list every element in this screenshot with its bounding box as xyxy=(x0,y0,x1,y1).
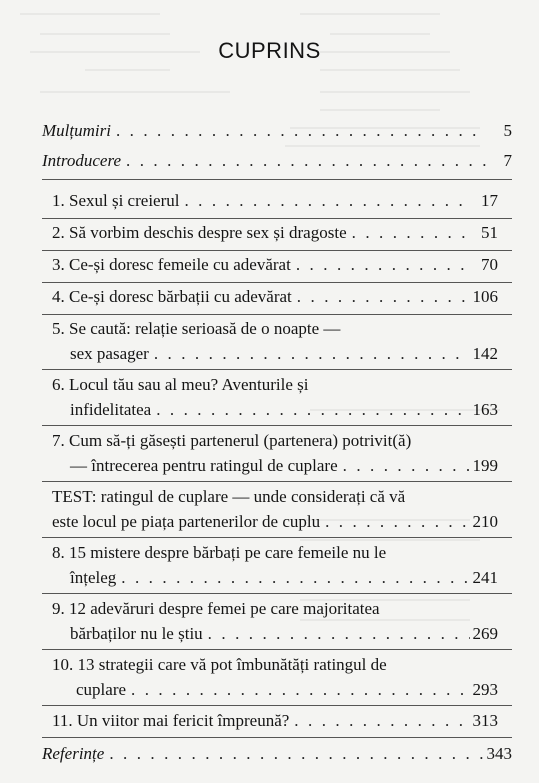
toc-entry-title: Introducere xyxy=(42,151,121,170)
toc-entry-title: Referințe xyxy=(42,744,105,763)
row-divider xyxy=(42,537,512,538)
row-divider xyxy=(42,218,512,219)
toc-entry-title: 4. Ce-și doresc bărbații cu adevărat xyxy=(52,287,292,306)
toc-entry-title: 6. Locul tău sau al meu? Aventurile și xyxy=(52,375,309,394)
toc-entry-title-continued: cuplare xyxy=(76,680,127,699)
toc-page-number: 5 xyxy=(503,121,512,140)
row-divider xyxy=(42,705,512,706)
toc-page-number: 293 xyxy=(472,680,498,699)
toc-entry-references[interactable] xyxy=(42,741,512,766)
row-divider xyxy=(42,425,512,426)
dot-leader xyxy=(156,397,469,422)
toc-page-number: 142 xyxy=(472,344,498,363)
toc-entry-title: 11. Un viitor mai fericit împreună? xyxy=(52,711,290,730)
toc-page-number: 163 xyxy=(472,400,498,419)
toc-entry-acknowledgements[interactable] xyxy=(42,118,512,143)
row-divider xyxy=(42,250,512,251)
dot-leader xyxy=(296,252,473,277)
toc-page-number: 313 xyxy=(472,711,498,730)
toc-entry-title: 8. 15 mistere despre bărbați pe care femeile nu le xyxy=(52,543,387,562)
dot-leader xyxy=(126,148,487,173)
dot-leader xyxy=(184,188,473,213)
toc-entry-chapter-2[interactable] xyxy=(52,220,498,245)
toc-entry-chapter-3[interactable] xyxy=(52,252,498,277)
toc-entry-introduction[interactable] xyxy=(42,148,512,173)
row-divider xyxy=(42,649,512,650)
dot-leader xyxy=(131,677,469,702)
toc-page-number: 51 xyxy=(481,223,498,242)
toc-entry-title: 5. Se caută: relație serioasă de o noapte — xyxy=(52,319,341,338)
toc-entry-chapter-7[interactable] xyxy=(52,428,498,478)
toc-entry-title: Mulțumiri xyxy=(42,121,111,140)
toc-entry-chapter-9[interactable] xyxy=(52,596,498,646)
dot-leader xyxy=(116,118,487,143)
toc-page-number: 269 xyxy=(472,624,498,643)
row-divider xyxy=(42,282,512,283)
toc-entry-chapter-1[interactable] xyxy=(52,188,498,213)
toc-entry-chapter-10[interactable] xyxy=(52,652,498,702)
toc-page-number: 106 xyxy=(472,287,498,306)
toc-page-number: 241 xyxy=(472,568,498,587)
row-divider xyxy=(42,593,512,594)
dot-leader xyxy=(325,509,469,534)
row-divider xyxy=(42,314,512,315)
toc-entry-title-continued: bărbaților nu le știu xyxy=(70,624,203,643)
toc-entry-chapter-8[interactable] xyxy=(52,540,498,590)
toc-page-number: 210 xyxy=(472,512,498,531)
dot-leader xyxy=(297,284,470,309)
toc-entry-title: 2. Să vorbim deschis despre sex și dragoste xyxy=(52,223,347,242)
dot-leader xyxy=(109,741,483,766)
section-divider xyxy=(42,179,512,180)
toc-entry-title-continued: este locul pe piața partenerilor de cuplu xyxy=(52,512,321,531)
section-divider xyxy=(42,737,512,738)
row-divider xyxy=(42,369,512,370)
toc-entry-chapter-5[interactable] xyxy=(52,316,498,366)
toc-entry-chapter-11[interactable] xyxy=(52,708,498,733)
toc-entry-title-continued: sex pasager xyxy=(70,344,149,363)
row-divider xyxy=(42,481,512,482)
toc-entry-title: 1. Sexul și creierul xyxy=(52,191,180,210)
dot-leader xyxy=(208,621,470,646)
toc-entry-title: 10. 13 strategii care vă pot îmbunătăți ratingul de xyxy=(52,655,387,674)
toc-entry-title: TEST: ratingul de cuplare — unde considerați că vă xyxy=(52,487,406,506)
toc-page-number: 7 xyxy=(503,151,512,170)
toc-entry-title-continued: — întrecerea pentru ratingul de cuplare xyxy=(70,456,338,475)
contents-heading: CUPRINS xyxy=(218,38,321,63)
dot-leader xyxy=(154,341,470,366)
dot-leader xyxy=(352,220,473,245)
toc-page-number: 17 xyxy=(481,191,498,210)
toc-page-number: 70 xyxy=(481,255,498,274)
dot-leader xyxy=(343,453,470,478)
toc-page-number: 343 xyxy=(486,744,512,763)
toc-entry-chapter-6[interactable] xyxy=(52,372,498,422)
dot-leader xyxy=(121,565,469,590)
toc-entry-title-continued: infidelitatea xyxy=(70,400,152,419)
toc-entry-title: 9. 12 adevăruri despre femei pe care majoritatea xyxy=(52,599,380,618)
toc-entry-title: 7. Cum să-ți găsești partenerul (partenera) potrivit(ă) xyxy=(52,431,412,450)
dot-leader xyxy=(294,708,469,733)
toc-entry-title: 3. Ce-și doresc femeile cu adevărat xyxy=(52,255,291,274)
toc-entry-chapter-4[interactable] xyxy=(52,284,498,309)
toc-entry-title-continued: înțeleg xyxy=(70,568,117,587)
toc-entry-test[interactable] xyxy=(52,484,498,534)
toc-page-number: 199 xyxy=(472,456,498,475)
